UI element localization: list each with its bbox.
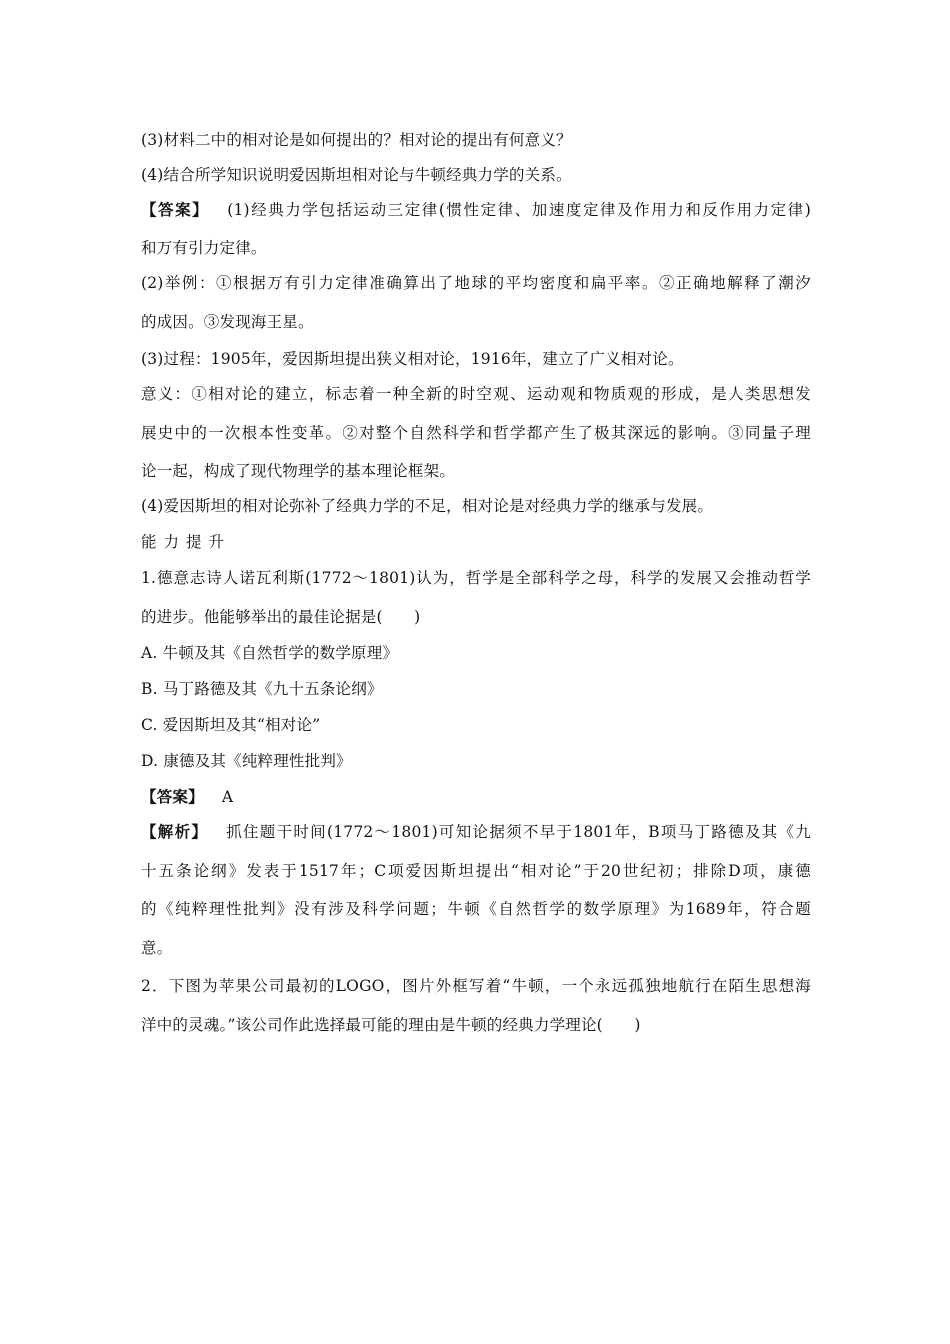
analysis-tag: 【解析】: [141, 822, 209, 841]
problem-1-line-1: 1.德意志诗人诺瓦利斯(1772～1801)认为，哲学是全部科学之母，科学的发展又会推动哲学: [141, 569, 811, 587]
answer-tag: 【答案】: [141, 787, 204, 806]
analysis-line-1: [141, 822, 811, 842]
answer-1-line-1: [141, 200, 811, 220]
answer-3-process: (3)过程：1905年，爱因斯坦提出狭义相对论，1916年，建立了广义相对论。: [141, 350, 684, 368]
option-c: C. 爱因斯坦及其“相对论”: [141, 716, 321, 734]
analysis-line-4: 意。: [141, 939, 173, 957]
answer-4: (4)爱因斯坦的相对论弥补了经典力学的不足，相对论是对经典力学的继承与发展。: [141, 497, 714, 515]
answer-2-line-1: (2)举例：①根据万有引力定律准确算出了地球的平均密度和扁平率。②正确地解释了潮汐: [141, 274, 811, 292]
analysis-text: 抓住题干时间(1772～1801)可知论据须不早于1801年，B项马丁路德及其《九: [226, 823, 811, 841]
answer-1-text: (1)经典力学包括运动三定律(惯性定律、加速度定律及作用力和反作用力定律): [227, 201, 811, 219]
meaning-line-1: 意义：①相对论的建立，标志着一种全新的时空观、运动观和物质观的形成，是人类思想发: [141, 385, 811, 403]
analysis-line-2: 十五条论纲》发表于1517年；C项爱因斯坦提出“相对论”于20世纪初；排除D项，康德: [141, 862, 811, 880]
answer-1-row: [141, 787, 811, 807]
meaning-line-2: 展史中的一次根本性变革。②对整个自然科学和哲学都产生了极其深远的影响。③同量子理: [141, 424, 811, 442]
answer-1-line-2: 和万有引力定律。: [141, 239, 267, 257]
question-4: (4)结合所学知识说明爱因斯坦相对论与牛顿经典力学的关系。: [141, 166, 572, 184]
question-3: (3)材料二中的相对论是如何提出的？相对论的提出有何意义？: [141, 131, 572, 149]
analysis-line-3: 的《纯粹理性批判》没有涉及科学问题；牛顿《自然哲学的数学原理》为1689年，符合题: [141, 900, 811, 918]
option-b: B. 马丁路德及其《九十五条论纲》: [141, 680, 383, 698]
answer-value: A: [221, 788, 234, 806]
meaning-line-3: 论一起，构成了现代物理学的基本理论框架。: [141, 462, 456, 480]
problem-2-line-2: 洋中的灵魂。”该公司作此选择最可能的理由是牛顿的经典力学理论( ): [141, 1016, 641, 1034]
problem-1-line-2: 的进步。他能够举出的最佳论据是( ): [141, 608, 421, 626]
answer-tag: 【答案】: [141, 200, 210, 219]
section-heading: 能力提升: [141, 533, 232, 551]
option-a: A. 牛顿及其《自然哲学的数学原理》: [141, 644, 399, 662]
problem-2-line-1: 2．下图为苹果公司最初的LOGO，图片外框写着“牛顿，一个永远孤独地航行在陌生思想海: [141, 977, 811, 995]
option-d: D. 康德及其《纯粹理性批判》: [141, 752, 352, 770]
answer-2-line-2: 的成因。③发现海王星。: [141, 313, 314, 331]
